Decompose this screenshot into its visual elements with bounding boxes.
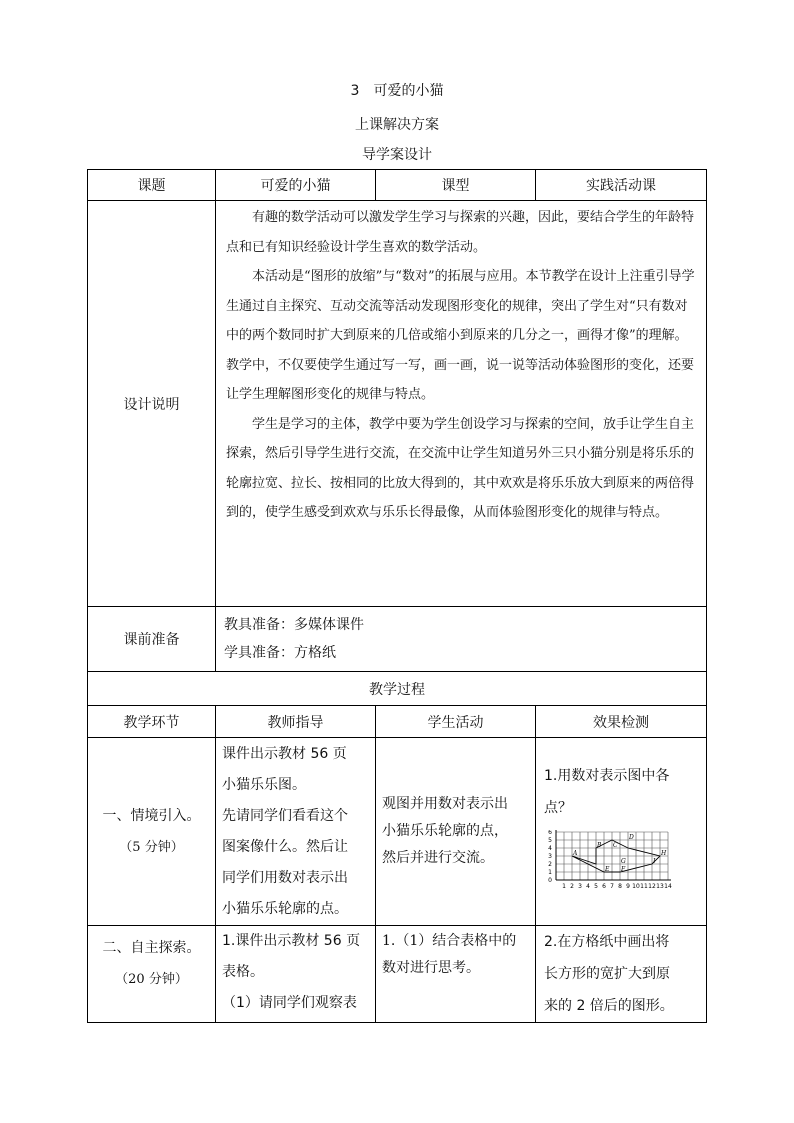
x-tick-label: 9: [626, 883, 630, 890]
header-stage: 教学环节: [88, 706, 216, 738]
prep-label: 课前准备: [88, 607, 216, 672]
teacher-cell-2: [216, 926, 376, 1023]
header-student: 学生活动: [376, 706, 536, 738]
design-paragraph-3: 学生是学习的主体，教学中要为学生创设学习与探索的空间，放手让学生自主探索，然后引导学生进行交流，在交流中让学生知道另外三只小猫分别是将乐乐的轮廓拉宽、拉长、按相同的比放大得到的，其中欢欢是将乐乐放大到原来的两倍得到的，使学生感受到欢欢与乐乐长得最像，从而体验图形变化的规律与特点。: [226, 416, 695, 520]
section-title: 导学案设计: [362, 147, 432, 163]
x-tick-label: 6: [602, 883, 606, 890]
x-tick-label: 10: [632, 883, 640, 890]
design-label: 设计说明: [88, 201, 216, 607]
y-tick-label: 4: [548, 845, 552, 852]
prep-content: [216, 607, 707, 672]
grid-svg: [544, 830, 679, 892]
stage-name: 一、情境引入。: [102, 807, 201, 824]
x-tick-label: 13: [656, 883, 664, 890]
coordinate-grid-figure: [544, 830, 698, 904]
effect-line: 点？: [544, 800, 572, 816]
point-label: B: [597, 842, 602, 849]
process-title-row: [88, 672, 707, 706]
teacher-line: 课件出示教材 56 页: [222, 745, 347, 762]
x-tick-label: 14: [664, 883, 672, 890]
process-title: 教学过程: [88, 672, 707, 706]
topic-value: 可爱的小猫: [216, 170, 376, 201]
effect-line: 来的 2 倍后的图形。: [544, 998, 674, 1014]
point-label: A: [573, 850, 578, 857]
point-label: E: [605, 866, 610, 873]
point-label: F: [621, 866, 626, 873]
teacher-line: 1.课件出示教材 56 页: [222, 933, 361, 949]
stage-time: （5 分钟）: [119, 839, 184, 855]
teacher-line: 小猫乐乐轮廓的点。: [222, 900, 348, 917]
y-tick-label: 6: [548, 830, 552, 836]
y-tick-label: 0: [548, 877, 552, 884]
process-row-1: [88, 738, 707, 926]
stage-cell-2: [88, 926, 216, 1023]
process-row-2: [88, 926, 707, 1023]
prep-teacher: 教具准备：多媒体课件: [224, 617, 364, 633]
design-description: [216, 201, 707, 607]
teacher-line: 表格。: [222, 964, 264, 980]
y-tick-label: 2: [548, 861, 552, 868]
student-line: 数对进行思考。: [382, 960, 480, 976]
x-tick-label: 1: [562, 883, 566, 890]
x-tick-label: 8: [618, 883, 622, 890]
header-teacher: 教师指导: [216, 706, 376, 738]
y-tick-label: 1: [548, 869, 552, 876]
teacher-line: 先请同学们看看这个: [222, 807, 348, 824]
stage-time: （20 分钟）: [115, 972, 188, 987]
point-label: D: [629, 834, 634, 841]
prep-row: [88, 607, 707, 672]
point-label: G: [621, 858, 626, 865]
x-tick-label: 4: [586, 883, 590, 890]
effect-line: 长方形的宽扩大到原: [544, 966, 670, 982]
effect-cell-1: [536, 738, 707, 926]
x-tick-label: 7: [610, 883, 614, 890]
x-tick-label: 11: [640, 883, 648, 890]
y-tick-label: 5: [548, 837, 552, 844]
teacher-line: 图案像什么。然后让: [222, 838, 348, 855]
teacher-line: （1）请同学们观察表: [222, 995, 357, 1011]
design-row: [88, 201, 707, 607]
teacher-line: 小猫乐乐图。: [222, 776, 306, 793]
effect-line: 2.在方格纸中画出将: [544, 934, 670, 950]
process-header-row: [88, 706, 707, 738]
prep-student: 学具准备：方格纸: [224, 645, 336, 661]
teacher-line: 同学们用数对表示出: [222, 869, 348, 886]
stage-cell-1: [88, 738, 216, 926]
design-paragraph-1: 有趣的数学活动可以激发学生学习与探索的兴趣，因此，要结合学生的年龄特点和已有知识经验设计学生喜欢的数学活动。: [226, 210, 695, 255]
y-tick-label: 3: [548, 853, 552, 860]
page-subtitle: 上课解决方案: [355, 117, 439, 133]
student-line: 然后并进行交流。: [382, 850, 494, 866]
x-tick-label: 2: [570, 883, 574, 890]
lesson-plan-table: [87, 169, 707, 1023]
student-line: 1.（1）结合表格中的: [382, 933, 517, 949]
point-label: I: [653, 858, 656, 865]
design-paragraph-2: 本活动是“图形的放缩”与“数对”的拓展与应用。本节教学在设计上注重引导学生通过自主探究、互动交流等活动发现图形变化的规律，突出了学生对“只有数对中的两个数同时扩大到原来的几倍或缩小到原来的几分之一，画得才像”的理解。教学中，不仅要使学生通过写一写，画一画，说一说等活动体验图形的变化，还要让学生理解图形变化的规律与特点。: [226, 269, 695, 402]
topic-row: [88, 170, 707, 201]
x-tick-label: 3: [578, 883, 582, 890]
point-label: H: [661, 850, 667, 857]
type-value: 实践活动课: [536, 170, 707, 201]
header-effect: 效果检测: [536, 706, 707, 738]
x-tick-label: 5: [594, 883, 598, 890]
x-tick-label: 12: [648, 883, 656, 890]
student-cell-2: [376, 926, 536, 1023]
teacher-cell-1: [216, 738, 376, 926]
student-line: 小猫乐乐轮廓的点，: [382, 823, 508, 839]
student-cell-1: [376, 738, 536, 926]
type-label: 课型: [376, 170, 536, 201]
point-label: C: [613, 842, 618, 849]
stage-name: 二、自主探索。: [102, 940, 201, 956]
effect-cell-2: [536, 926, 707, 1023]
effect-line: 1.用数对表示图中各: [544, 768, 670, 784]
student-line: 观图并用数对表示出: [382, 796, 508, 812]
lesson-title: 3 可爱的小猫: [350, 83, 444, 99]
topic-label: 课题: [88, 170, 216, 201]
